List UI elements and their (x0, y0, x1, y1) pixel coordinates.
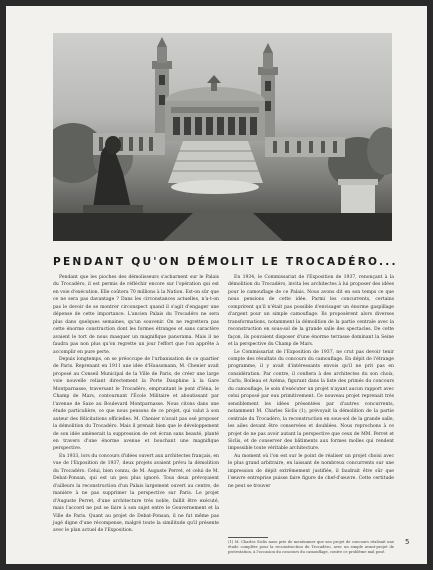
paragraph: En 1933, lors du concours d'idées ouvert aux architectes français, en vue de l'Exposition de 1937, deux projets avaient prévu la démolition du Trocadéro. Celui, bien connu, de M. Auguste Perret, et celui de M. Debat-Ponsan, qui est un peu plus ignoré. Tous deux prévoyaient d'ailleurs la reconstruction d'un Palais largement ouvert au centre, de manière à ne pas supprimer la perspective sur Paris. Le projet d'Auguste Perret, d'une architecture très noble, faillit être exécuté, mais l'accord ne put se faire à son sujet entre le Gouvernement et la Ville de Paris. Quant au projet de Debat-Ponsan, il ne fut même pas jugé digne d'une récompense, malgré toute la similitude qu'il présente avec le plan actuel de l'Exposition. (53, 453, 219, 534)
left-text-column (53, 274, 219, 535)
trocadero-photo (53, 33, 392, 241)
article-heading: PENDANT QU'ON DÉMOLIT LE TROCADÉRO... (53, 256, 398, 268)
footnote-divider (228, 537, 268, 538)
footnote: (1) M. Charles Siclis nous prie de mentionner que son projet de concours réalisait une étude complète pour la reconstruction du Trocadéro, avec un simple avant-projet de protestation, à l'occasion du concours du camouflage, contre ce problème mal posé. (228, 540, 394, 554)
magazine-page (6, 6, 427, 564)
right-text-column (228, 274, 394, 490)
paragraph: Pendant que les pioches des démolisseurs s'acharnent sur le Palais du Trocadéro, il est permis de réfléchir encore sur l'opération qui est en voie d'exécution. Elle coûtera 70 millions à la Nation. Est-on sûr que ce ne sera pas davantage ? Dans les circonstances actuelles, n'a-t-on pas le devoir de se montrer circonspect quand il s'agit d'engager une dépense de cette importance. L'ancien Palais du Trocadéro ne sera plus dans quelques semaines, qu'un souvenir. On ne regrettera pas cette énorme construction dont les formes étranges et sans caractère avaient le tort de nous masquer un magnifique panorama. Mais il ne faudra pas non plus qu'on regrette un jour l'effort que l'on apprête à accomplir en pure perte. (53, 275, 219, 355)
paragraph: En 1934, le Commissariat de l'Exposition de 1937, renonçant à la démolition du Trocadéro, invita les architectes à lui proposer des idées pour le camouflage de ce Palais. Nous avons dit en son temps ce que nous pensions de cette idée. Parmi les concurrents, certains comprirent qu'il n'était pas possible d'envisager un énorme gaspillage d'argent pour un simple camouflage. Ils proposèrent alors diverses transformations, notamment la démolition de la partie centrale avec la reconstruction en sous-sol de la grande salle des spectacles. De cette façon, ils pouvaient disposer d'une énorme terrasse dominant la Seine et la perspective du Champ de Mars. (228, 275, 394, 348)
page-number: 5 (405, 538, 410, 546)
paragraph: Au moment où l'on est sur le point de réaliser un projet choisi avec le plus grand arbitraire, en laissant de nombreux concurrents sur une impression de dépit extrêmement justifiée, il faudrait être sûr que l'œuvre entreprise puisse faire figure de chef-d'œuvre. Cette certitude ne peut se trouver (228, 453, 394, 489)
paragraph: Depuis longtemps, on se préoccupe de l'urbanisation de ce quartier de Paris. Reprenant en 1911 une idée d'Haussmann, M. Chenier avait proposé au Conseil Municipal de la Ville de Paris, de créer une large voie nouvelle reliant directement la Porte Dauphine à la Gare Montparnasse, traversant le Trocadéro, empruntant le pont d'Iéna, le Champ de Mars, contournant l'École Militaire et aboutissant par l'avenue de Saxe au Boulevard Montparnasse. Nous citons dans une étude particulière, ce que nous pensons de ce projet, qui valut à son auteur des félicitations officielles. M. Chenier n'avait pas osé proposer la démolition du Trocadéro. Mais il prenait bien que le développement de son idée amènerait la suppression de cet écran sans beauté, planté en travers d'une énorme avenue et bouchant une magnifique perspective. (53, 356, 219, 452)
trocadero-palace-illustration (53, 33, 392, 241)
paragraph: Le Commissariat de l'Exposition de 1937, ne crut pas devoir tenir compte des résultats du concours du camouflage. En dépit de l'étrange programme, il y avait d'intéressants envois qu'il ne prit pas en considération. Par contre, il confiera à des architectes du son choix, Carlu, Boileau et Azéma, figurant dans la liste des primés du concours du camouflage, le soin d'exécuter un projet n'ayant aucun rapport avec celui proposé par eux primitivement. Ce nouveau projet reprenait très sensiblement les idées présentées par d'autres concurrents, notamment M. Charles Siclis (1), prévoyait la démolition de la partie centrale du Trocadéro, la reconstruction en sous-sol de la grande salle, les ailes devant être conservées et doublées. Nous reprochons à ce projet de ne pas avoir autant la perspective que ceux de MM. Perret et Siclis, et de conserver des bâtiments aux formes molles qui rendent impossible toute véritable architecture. (228, 349, 394, 452)
